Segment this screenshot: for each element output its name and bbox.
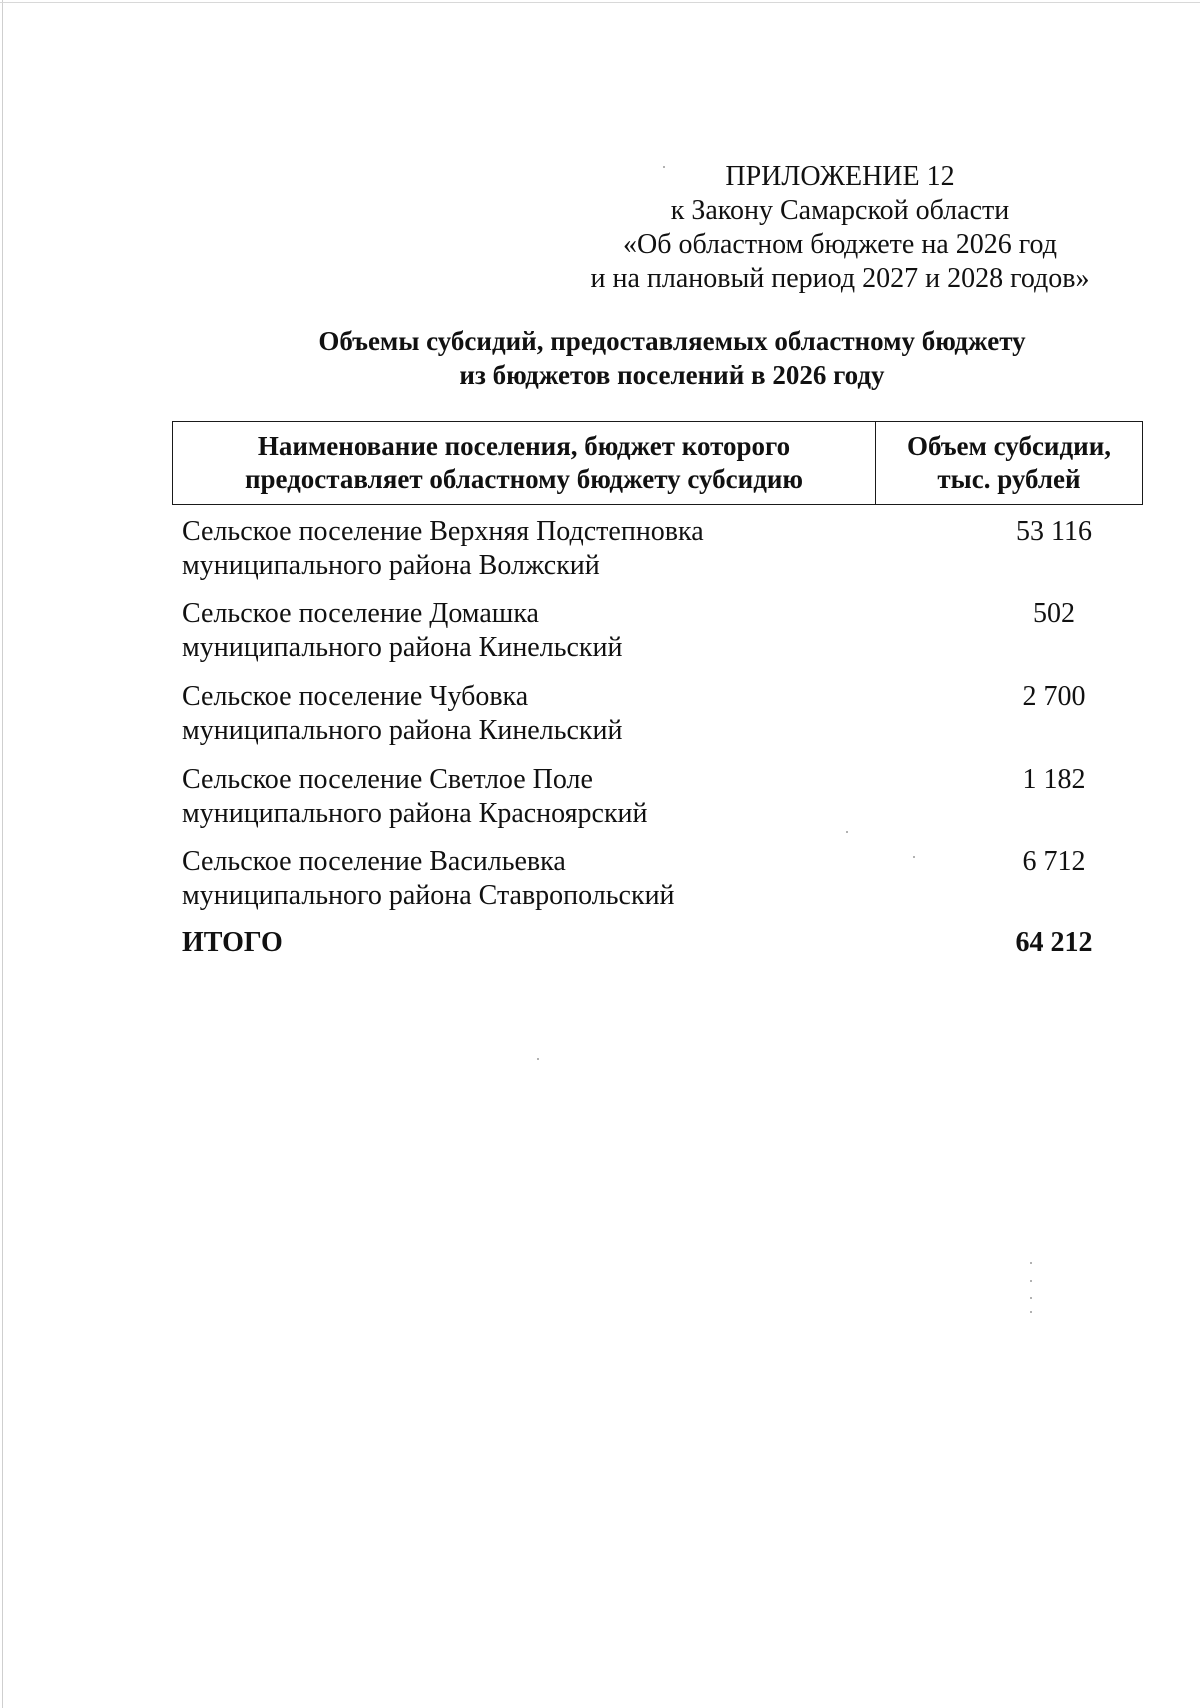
header-subsidy-amount [876,422,1142,504]
settlement-name-line2: муниципального района Ставропольский [182,880,675,911]
total-label: ИТОГО [182,927,283,958]
subsidy-amount: 2 700 [1022,681,1086,712]
scan-speck [846,831,848,833]
header-settlement-name [173,422,876,504]
settlement-name-line2: муниципального района Волжский [182,550,600,581]
scan-speck [1030,1280,1032,1282]
appendix-block [560,160,1120,296]
settlement-name-line2: муниципального района Красноярский [182,798,648,829]
appendix-law-title-line1: «Об областном бюджете на 2026 год [623,229,1057,260]
scan-edge-left [2,0,3,1708]
table-header [172,421,1143,505]
settlement-name [182,845,842,913]
settlement-name [182,763,842,831]
settlement-name [182,515,842,583]
header-subsidy-amount-line1: Объем субсидии, [906,431,1112,461]
settlement-name [182,680,842,748]
scan-edge-top [0,2,1200,3]
header-settlement-name-line1: Наименование поселения, бюджет которого [257,431,791,461]
scan-speck [663,166,665,168]
settlement-name [182,597,842,665]
subsidy-amount: 502 [1033,598,1075,629]
settlement-name-line1: Сельское поселение Верхняя Подстепновка [182,516,704,547]
appendix-law-title-line2: и на плановый период 2027 и 2028 годов» [590,263,1090,294]
settlement-name-line1: Сельское поселение Чубовка [182,681,529,712]
scan-speck [1030,1262,1032,1264]
document-title-line2: из бюджетов поселений в 2026 году [459,360,885,390]
settlement-name-line1: Сельское поселение Васильевка [182,846,566,877]
scan-speck [1030,1311,1032,1313]
scan-speck [1030,1297,1032,1299]
header-settlement-name-line2: предоставляет областному бюджету субсидию [244,464,804,494]
appendix-law-reference: к Закону Самарской области [670,195,1010,226]
subsidy-amount: 1 182 [1022,764,1086,795]
settlement-name-line2: муниципального района Кинельский [182,715,623,746]
total-amount: 64 212 [1015,927,1093,958]
appendix-number: ПРИЛОЖЕНИЕ 12 [725,161,955,192]
scan-speck [537,1058,539,1060]
scan-speck [913,856,915,858]
settlement-name-line1: Сельское поселение Светлое Поле [182,764,593,795]
subsidy-amount: 53 116 [1016,516,1092,547]
header-subsidy-amount-line2: тыс. рублей [937,464,1081,494]
settlement-name-line2: муниципального района Кинельский [182,632,623,663]
subsidy-amount: 6 712 [1022,846,1086,877]
document-title [172,324,1172,392]
document-title-line1: Объемы субсидий, предоставляемых областному бюджету [318,326,1026,356]
settlement-name-line1: Сельское поселение Домашка [182,598,539,629]
